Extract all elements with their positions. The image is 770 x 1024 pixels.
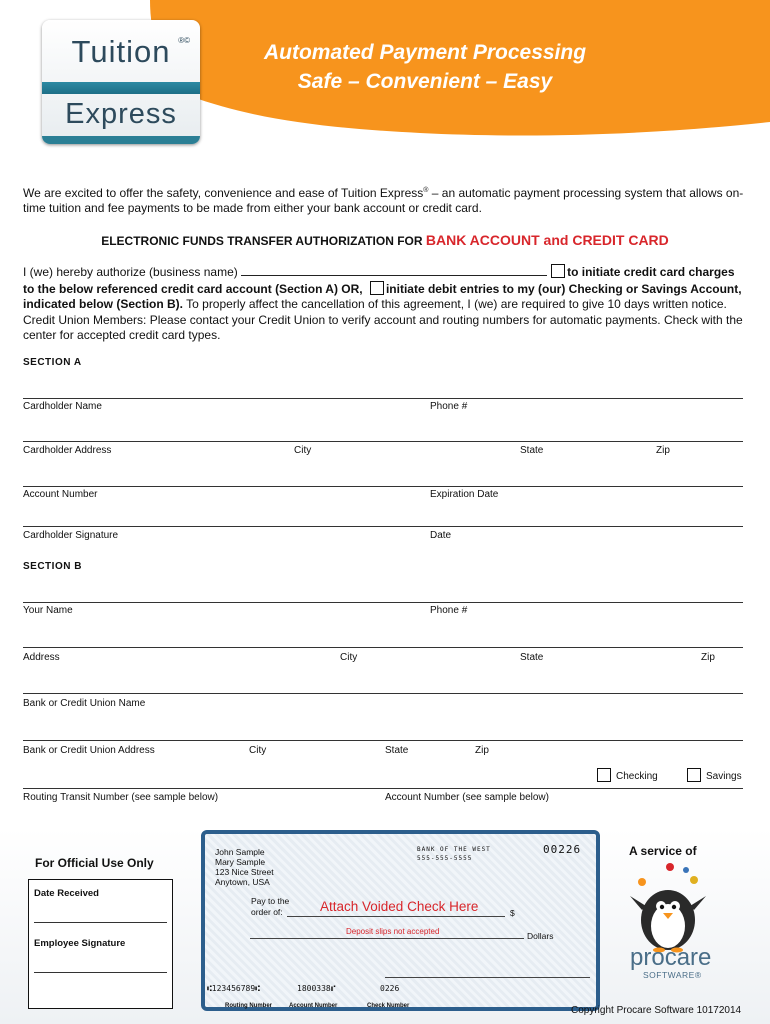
your-name-line[interactable]: [23, 602, 743, 603]
account-number-line-a[interactable]: [23, 486, 743, 487]
authorization-rest: To properly affect the cancellation of this agreement, I (we) are required to give 10 days written notice. Credit Union Members: Please contact your Credit Union to verify account and routing numbers for automatic payments. Check with the center for accepted credit card types.: [23, 297, 743, 342]
eft-heading-text: ELECTRONIC FUNDS TRANSFER AUTHORIZATION FOR: [101, 234, 426, 248]
check-pay-to-1: Pay to the: [251, 896, 290, 906]
address-line-b[interactable]: [23, 647, 743, 648]
official-use-box: [28, 879, 173, 1009]
phone-label-b: Phone #: [430, 605, 468, 616]
city-label-a: City: [294, 445, 312, 456]
state-label-b: State: [520, 652, 544, 663]
bank-address-line[interactable]: [23, 740, 743, 741]
service-of-text: A service of: [629, 844, 697, 858]
check-signature-line: [385, 977, 590, 978]
check-pay-to-2: order of:: [251, 907, 283, 917]
check-dollar-sign: $: [510, 908, 515, 918]
intro-paragraph: [23, 183, 748, 216]
savings-checkbox[interactable]: [687, 768, 701, 782]
check-name1: John Sample: [215, 847, 265, 857]
savings-label: Savings: [706, 771, 742, 782]
city-label-b: City: [340, 652, 358, 663]
debit-option-text: initiate debit entries to my (our) Checking or Savings Account, indicated below (Section B).: [23, 281, 742, 311]
date-received-line[interactable]: [34, 922, 167, 923]
check-bank-name: BANK OF THE WEST: [417, 846, 491, 853]
cardholder-address-line[interactable]: [23, 441, 743, 442]
procare-wordmark: procare: [630, 944, 712, 971]
header-title-line2: Safe – Convenient – Easy: [297, 70, 553, 93]
authorization-lead: I (we) hereby authorize (business name): [23, 265, 242, 279]
date-received-label: Date Received: [34, 888, 99, 899]
cardholder-name-label: Cardholder Name: [23, 401, 102, 412]
expiration-date-label: Expiration Date: [430, 489, 499, 500]
deposit-slips-note: Deposit slips not accepted: [346, 927, 440, 936]
copyright-text: Copyright Procare Software 10172014: [571, 1005, 742, 1016]
sample-check: [201, 830, 600, 1011]
section-b-title: SECTION B: [23, 561, 82, 572]
bank-name-line[interactable]: [23, 693, 743, 694]
debit-option-checkbox[interactable]: [370, 281, 384, 295]
intro-text-rest: – an automatic payment processing system that allows on-time tuition and fee payments to be made from either your bank account or credit card.: [23, 186, 744, 215]
bank-state-label: State: [385, 745, 409, 756]
logo-word-express: Express: [65, 98, 177, 130]
logo-strip: [42, 136, 200, 144]
check-number: 00226: [543, 843, 582, 856]
account-number-label-a: Account Number: [23, 489, 98, 500]
cardholder-signature-line[interactable]: [23, 526, 743, 527]
micr-check: 0226: [380, 984, 400, 993]
attach-voided-check-text: Attach Voided Check Here: [320, 899, 479, 914]
check-bank-phone: 555-555-5555: [417, 855, 473, 862]
official-use-title: For Official Use Only: [35, 856, 154, 870]
phone-label-a: Phone #: [430, 401, 468, 412]
intro-text: We are excited to offer the safety, convenience and ease of Tuition Express: [23, 186, 424, 200]
business-name-input[interactable]: [241, 265, 547, 276]
section-a-title: SECTION A: [23, 357, 82, 368]
checking-label: Checking: [616, 771, 658, 782]
logo-band: [42, 82, 200, 94]
routing-number-caption: Routing Number: [225, 1003, 272, 1009]
bank-address-label: Bank or Credit Union Address: [23, 745, 155, 756]
bank-zip-label: Zip: [475, 745, 489, 756]
eft-heading-red: BANK ACCOUNT and CREDIT CARD: [425, 232, 669, 248]
routing-account-line[interactable]: [23, 788, 743, 789]
credit-card-option-checkbox[interactable]: [551, 264, 565, 278]
eft-heading: [0, 232, 770, 248]
authorization-paragraph: [23, 264, 748, 344]
tuition-express-logo: [42, 20, 200, 144]
account-number-label-b: Account Number (see sample below): [385, 792, 549, 803]
zip-label-b: Zip: [701, 652, 715, 663]
cardholder-name-line[interactable]: [23, 398, 743, 399]
header-title-line1: Automated Payment Processing: [263, 41, 587, 64]
checking-checkbox[interactable]: [597, 768, 611, 782]
cardholder-signature-label: Cardholder Signature: [23, 530, 119, 541]
zip-label-a: Zip: [656, 445, 670, 456]
procare-software-wordmark: SOFTWARE®: [643, 970, 702, 980]
micr-routing: ⑆123456789⑆: [207, 984, 260, 993]
bank-city-label: City: [249, 745, 267, 756]
check-amount-line: [250, 938, 524, 939]
cardholder-address-label: Cardholder Address: [23, 445, 112, 456]
routing-number-label: Routing Transit Number (see sample below): [23, 792, 219, 803]
check-name2: Mary Sample: [215, 857, 266, 867]
check-city: Anytown, USA: [215, 877, 270, 887]
intro-reg-mark: ®: [423, 187, 429, 194]
logo-word-tuition: Tuition: [71, 34, 171, 69]
your-name-label: Your Name: [23, 605, 73, 616]
check-dollars-label: Dollars: [527, 931, 554, 941]
credit-card-option-text: to initiate credit card charges to the below referenced credit card account (Section A) OR,: [23, 265, 735, 296]
address-label-b: Address: [23, 652, 60, 663]
employee-signature-line[interactable]: [34, 972, 167, 973]
micr-account: 1800338⑈: [297, 984, 336, 993]
check-payee-line: [287, 916, 505, 917]
check-number-caption: Check Number: [367, 1003, 410, 1009]
state-label-a: State: [520, 445, 544, 456]
check-street: 123 Nice Street: [215, 867, 274, 877]
account-number-caption: Account Number: [289, 1003, 338, 1009]
employee-signature-label: Employee Signature: [34, 938, 126, 949]
bank-name-label: Bank or Credit Union Name: [23, 698, 146, 709]
logo-registered-mark: ®©: [178, 36, 190, 45]
date-label-a: Date: [430, 530, 452, 541]
